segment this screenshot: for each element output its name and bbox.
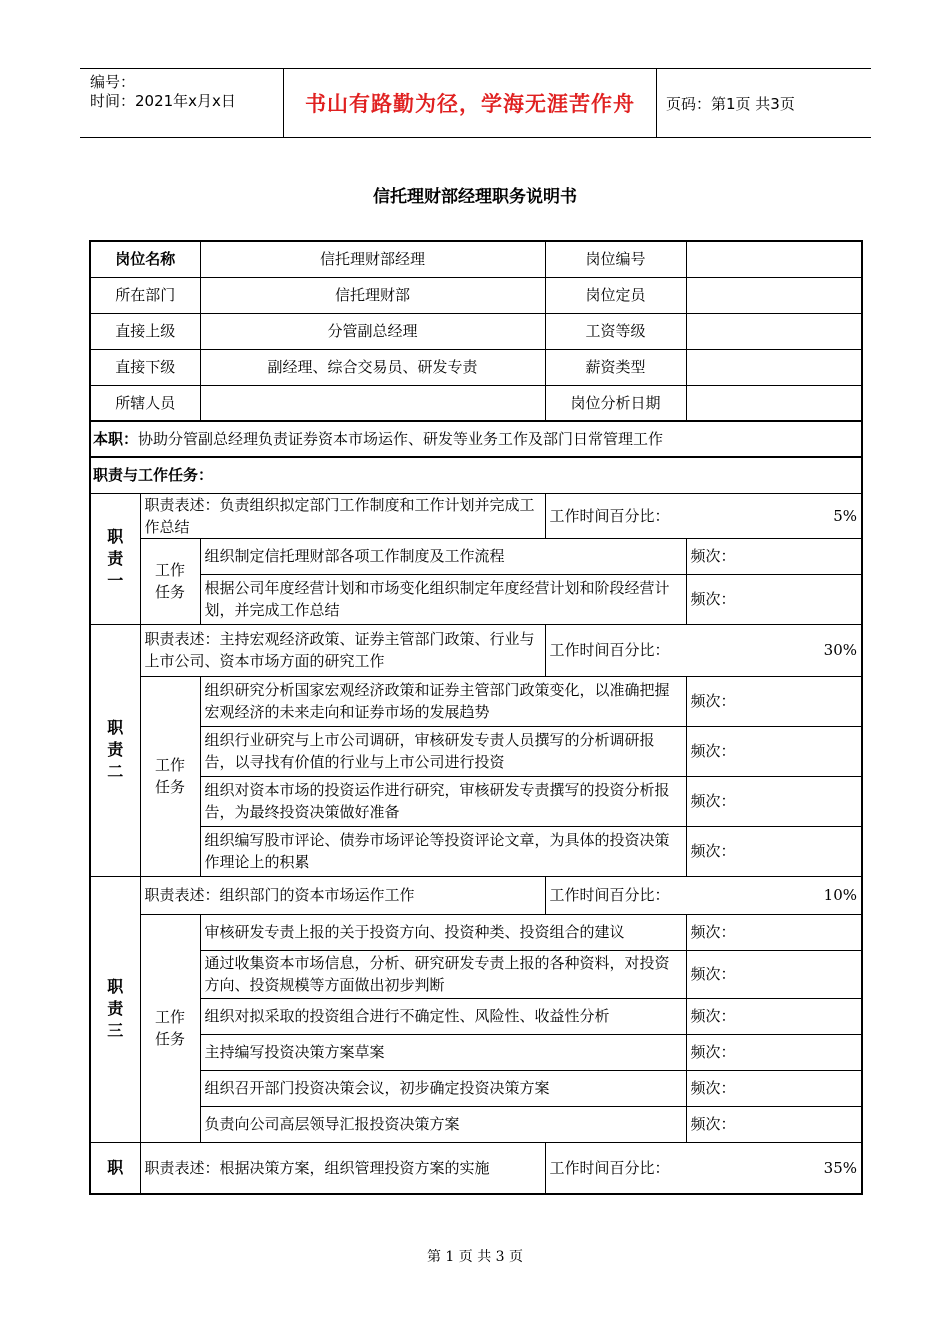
info-value xyxy=(686,277,862,313)
task-row xyxy=(90,826,862,876)
duty-desc: 职责表述：负责组织拟定部门工作制度和工作计划并完成工作总结 xyxy=(140,493,545,538)
duty-desc-row xyxy=(90,624,862,676)
task-text: 审核研发专责上报的关于投资方向、投资种类、投资组合的建议 xyxy=(200,914,686,950)
core-duty-row xyxy=(90,421,862,457)
task-text: 通过收集资本市场信息，分析、研究研发专责上报的各种资料，对投资方向、投资规模等方面做出初步判断 xyxy=(200,950,686,998)
page-label: 页码：第1页 共3页 xyxy=(666,94,795,113)
info-value: 副经理、综合交易员、研发专责 xyxy=(200,349,545,385)
info-value: 信托理财部 xyxy=(200,277,545,313)
info-key: 岗位名称 xyxy=(90,241,200,277)
info-key: 直接下级 xyxy=(90,349,200,385)
pct-value: 5% xyxy=(833,506,858,525)
pct-label: 工作时间百分比： xyxy=(549,641,670,659)
task-row xyxy=(90,538,862,574)
core-text: 协助分管副总经理负责证券资本市场运作、研发等业务工作及部门日常管理工作 xyxy=(138,430,664,448)
task-row xyxy=(90,726,862,776)
freq-label: 频次： xyxy=(686,950,862,998)
task-text: 组织召开部门投资决策会议，初步确定投资决策方案 xyxy=(200,1070,686,1106)
task-row xyxy=(90,998,862,1034)
task-row xyxy=(90,676,862,726)
info-row xyxy=(90,313,862,349)
info-value xyxy=(200,385,545,421)
duty-desc-row xyxy=(90,1142,862,1194)
info-value: 信托理财部经理 xyxy=(200,241,545,277)
duty-desc: 职责表述：主持宏观经济政策、证券主管部门政策、行业与上市公司、资本市场方面的研究工作 xyxy=(140,624,545,676)
pct-value: 35% xyxy=(823,1158,858,1177)
info-row xyxy=(90,277,862,313)
info-value xyxy=(686,313,862,349)
freq-label: 频次： xyxy=(686,998,862,1034)
job-description-table xyxy=(89,240,863,1195)
info-key: 工资等级 xyxy=(545,313,686,349)
freq-label: 频次： xyxy=(686,1070,862,1106)
duties-header-row xyxy=(90,457,862,493)
freq-label: 频次： xyxy=(686,1106,862,1142)
freq-label: 频次： xyxy=(686,776,862,826)
duty-desc: 职责表述：根据决策方案，组织管理投资方案的实施 xyxy=(140,1142,545,1194)
task-label: 工作任务 xyxy=(140,914,200,1142)
page-footer: 第 1 页 共 3 页 xyxy=(426,1249,524,1265)
info-key: 岗位分析日期 xyxy=(545,385,686,421)
duty-desc: 职责表述：组织部门的资本市场运作工作 xyxy=(140,876,545,914)
task-row xyxy=(90,1034,862,1070)
info-key: 岗位定员 xyxy=(545,277,686,313)
duty-pct-cell xyxy=(545,493,862,538)
header-band xyxy=(80,68,871,138)
core-label: 本职： xyxy=(93,430,139,448)
task-text: 主持编写投资决策方案草案 xyxy=(200,1034,686,1070)
duty-title: 职 责 一 xyxy=(90,493,140,624)
duty-pct-cell xyxy=(545,1142,862,1194)
duty-title: 职 责 三 xyxy=(90,876,140,1142)
task-text: 组织制定信托理财部各项工作制度及工作流程 xyxy=(200,538,686,574)
task-text: 组织研究分析国家宏观经济政策和证券主管部门政策变化，以准确把握宏观经济的未来走向和证券市场的发展趋势 xyxy=(200,676,686,726)
task-row xyxy=(90,1106,862,1142)
freq-label: 频次： xyxy=(686,726,862,776)
freq-label: 频次： xyxy=(686,1034,862,1070)
task-row xyxy=(90,1070,862,1106)
info-value: 分管副总经理 xyxy=(200,313,545,349)
task-label: 工作任务 xyxy=(140,538,200,624)
number-label: 编号： xyxy=(90,73,136,91)
info-key: 薪资类型 xyxy=(545,349,686,385)
task-row xyxy=(90,914,862,950)
task-text: 组织对资本市场的投资运作进行研究，审核研发专责撰写的投资分析报告，为最终投资决策做好准备 xyxy=(200,776,686,826)
pct-label: 工作时间百分比： xyxy=(549,1158,670,1177)
info-value xyxy=(686,385,862,421)
info-key: 岗位编号 xyxy=(545,241,686,277)
task-text: 组织对拟采取的投资组合进行不确定性、风险性、收益性分析 xyxy=(200,998,686,1034)
info-row xyxy=(90,241,862,277)
document-title: 信托理财部经理职务说明书 xyxy=(373,187,577,207)
freq-label: 频次： xyxy=(686,538,862,574)
pct-value: 30% xyxy=(823,641,858,659)
duties-label: 职责与工作任务： xyxy=(90,457,862,493)
task-text: 根据公司年度经营计划和市场变化组织制定年度经营计划和阶段经营计划，并完成工作总结 xyxy=(200,574,686,624)
task-label: 工作任务 xyxy=(140,676,200,876)
pct-label: 工作时间百分比： xyxy=(549,506,670,525)
time-label: 时间：2021年x月x日 xyxy=(90,92,236,110)
info-value xyxy=(686,349,862,385)
task-row xyxy=(90,950,862,998)
task-text: 组织行业研究与上市公司调研，审核研发专责人员撰写的分析调研报告，以寻找有价值的行业与上市公司进行投资 xyxy=(200,726,686,776)
header-meta xyxy=(80,69,283,137)
info-row xyxy=(90,349,862,385)
info-value xyxy=(686,241,862,277)
freq-label: 频次： xyxy=(686,914,862,950)
pct-value: 10% xyxy=(823,886,858,904)
freq-label: 频次： xyxy=(686,826,862,876)
duty-desc-row xyxy=(90,493,862,538)
duty-desc-row xyxy=(90,876,862,914)
duty-title: 职 xyxy=(90,1142,140,1194)
core-duty-cell xyxy=(90,421,862,457)
task-text: 负责向公司高层领导汇报投资决策方案 xyxy=(200,1106,686,1142)
duty-title: 职 责 二 xyxy=(90,624,140,876)
pct-label: 工作时间百分比： xyxy=(549,886,670,904)
freq-label: 频次： xyxy=(686,574,862,624)
task-text: 组织编写股市评论、债券市场评论等投资评论文章，为具体的投资决策作理论上的积累 xyxy=(200,826,686,876)
task-row xyxy=(90,776,862,826)
task-row xyxy=(90,574,862,624)
freq-label: 频次： xyxy=(686,676,862,726)
motto: 书山有路勤为径，学海无涯苦作舟 xyxy=(283,69,657,137)
info-key: 所在部门 xyxy=(90,277,200,313)
info-key: 所辖人员 xyxy=(90,385,200,421)
duty-pct-cell xyxy=(545,876,862,914)
info-key: 直接上级 xyxy=(90,313,200,349)
duty-pct-cell xyxy=(545,624,862,676)
info-row xyxy=(90,385,862,421)
